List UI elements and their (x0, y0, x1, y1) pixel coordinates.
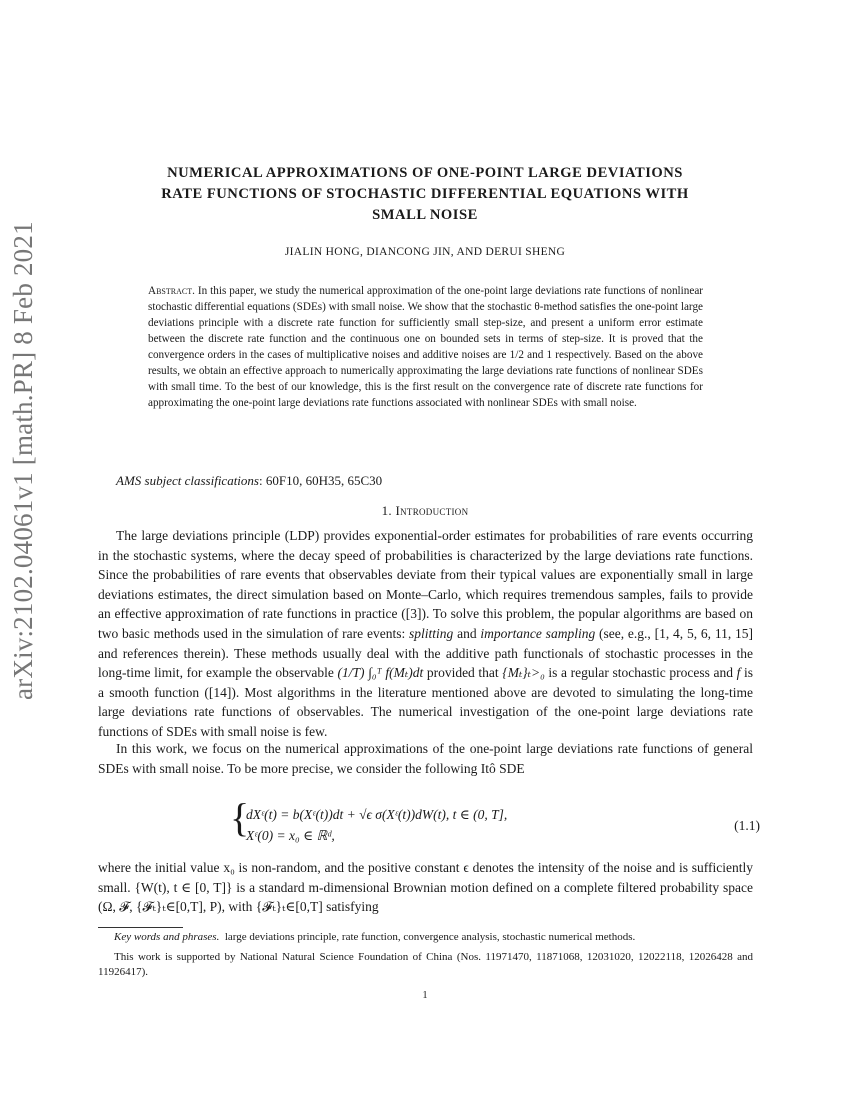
ams-label: AMS subject classifications (116, 473, 259, 488)
equation-brace: { (230, 795, 250, 840)
keywords-label: Key words and phrases. (114, 931, 220, 943)
text-run: is a smooth function ([14]). Most algorithms in the literature mentioned above are devoted to simulating the long-time large deviations rate functions of observables. The numerical investigation of the one-point large deviations rate functions of SDEs with small noise is few. (98, 665, 753, 739)
inline-formula-f: f (736, 665, 741, 681)
title-line: SMALL NOISE (372, 207, 478, 223)
ams-classifications (116, 473, 382, 489)
paragraph-intro-1 (98, 526, 753, 742)
author-list: JIALIN HONG, DIANCONG JIN, AND DERUI SHENG (284, 246, 566, 258)
section-heading-introduction: 1. Introduction (381, 503, 469, 518)
footnote-keywords (98, 930, 753, 946)
equation-line-1: dXᵋ(t) = b(Xᵋ(t))dt + √ϵ σ(Xᵋ(t))dW(t), t ∈ (0, T], (246, 807, 508, 822)
keywords-text: large deviations principle, rate function, convergence analysis, stochastic numerical methods. (224, 931, 636, 943)
equation-line-2: Xᵋ(0) = x₀ ∈ ℝᵈ, (246, 828, 335, 843)
inline-formula-observable: (1/T) ∫₀ᵀ f(Mₜ)dt (337, 665, 424, 681)
paper-title (100, 163, 750, 226)
text-run: The large deviations principle (LDP) provides exponential-order estimates for probabilities of rare events occurring in the stochastic systems, where the decay speed of probabilities is characterized by the large deviations rate functions. Since the probabilities of rare events that observables deviate from their typical values are exponentially small in large deviations estimates, the direct simulation based on Monte–Carlo, which requires tremendous samples, fails to provide an effective approximation of rate functions in practice ([3]). To solve this problem, the popular algorithms are based on two basic methods used in the simulation of rare events: (98, 528, 753, 641)
abstract-text: In this paper, we study the numerical approximation of the one-point large deviations rate functions of nonlinear stochastic differential equations (SDEs) with small noise. We show that the stochastic θ-method satisfies the one-point large deviations principle with a discrete rate function for sufficiently small step-size, and present a uniform error estimate between the discrete rate function and the continuous one on bounded sets in terms of step-size. It is proved that the convergence orders in the cases of multiplicative noises and additive noises are 1/2 and 1 respectively. Based on the above results, we obtain an effective approach to numerically approximating the large deviations rate functions of nonlinear SDEs with small time. To the best of our knowledge, this is the first result on the convergence rate of discrete rate functions for approximating the one-point large deviations rate functions associated with nonlinear SDEs with small noise. (148, 285, 704, 409)
abstract-label: Abstract. (148, 285, 195, 297)
display-equation-1-1 (230, 795, 760, 848)
footnote-funding: This work is supported by National Natural Science Foundation of China (Nos. 11971470, 11871068, 12031020, 12022118, 12026428 and 11926417). (98, 950, 753, 978)
text-run: provided that (423, 665, 503, 681)
emphasis-splitting: splitting (409, 625, 454, 641)
arxiv-identifier-stamp: arXiv:2102.04061v1 [math.PR] 8 Feb 2021 (8, 221, 38, 700)
title-line: RATE FUNCTIONS OF STOCHASTIC DIFFERENTIAL EQUATIONS WITH (161, 186, 689, 202)
paragraph-intro-2: In this work, we focus on the numerical approximations of the one-point large deviations rate functions of general SDEs with small noise. To be more precise, we consider the following Itô SDE (98, 741, 753, 776)
emphasis-importance-sampling: importance sampling (480, 625, 596, 641)
text-run: is a regular stochastic process and (544, 665, 737, 681)
text-run: (see, e.g., [1, 4, 5, 6, 11, 15] and references therein). These methods usually deal with the additive path functionals of stochastic processes in the long-time limit, for example the observable (98, 625, 754, 681)
page-number: 1 (422, 990, 428, 1001)
footnote-divider (98, 927, 183, 928)
paragraph-intro-3: where the initial value x₀ is non-random, and the positive constant ϵ denotes the intensity of the noise and is sufficiently small. {W(t), t ∈ [0, T]} is a standard m-dimensional Brownian motion defined on a complete filtered probability space (Ω, 𝓕, {𝓕ₜ}ₜ∈[0,T], P), with {𝓕ₜ}ₜ∈[0,T] satisfying (98, 860, 753, 915)
inline-formula-process: {Mₜ}ₜ>₀ (502, 665, 545, 681)
text-run: and (453, 625, 481, 641)
title-line: NUMERICAL APPROXIMATIONS OF ONE-POINT LARGE DEVIATIONS (167, 165, 683, 181)
ams-codes: : 60F10, 60H35, 65C30 (258, 473, 383, 488)
abstract (148, 283, 703, 411)
equation-number: (1.1) (734, 818, 760, 833)
footnotes (98, 930, 753, 985)
